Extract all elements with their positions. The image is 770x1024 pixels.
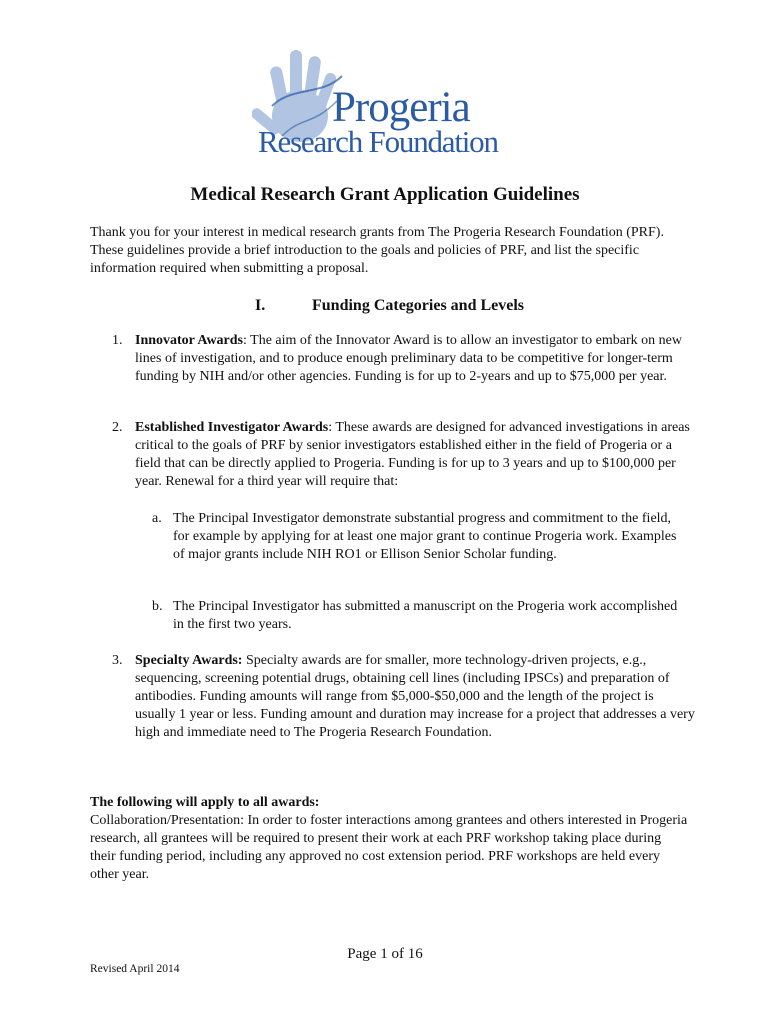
page-title: Medical Research Grant Application Guidelines	[190, 184, 580, 205]
intro-paragraph: Thank you for your interest in medical research grants from The Progeria Research Foundation (PRF). These guidelines provide a brief introduction to the goals and policies of PRF, and list the specific information required when submitting a proposal.	[90, 225, 664, 276]
sub-item-letter: b.	[152, 599, 163, 614]
revised-date: Revised April 2014	[90, 963, 180, 975]
sub-item-text: The Principal Investigator has submitted a manuscript on the Progeria work accomplished in the first two years.	[173, 599, 678, 632]
award-name: Specialty Awards:	[135, 653, 243, 668]
list-number: 3.	[112, 653, 123, 668]
award-description: These awards are designed for advanced investigations in areas critical to the goals of PRF by senior investigators established either in the field of Progeria or a field that can be directly applied to Progeria. Funding is for up to 3 years and up to $100,000 per year. Renewal for a third year will require that:	[135, 420, 690, 489]
separator: :	[328, 420, 333, 435]
section-title: Funding Categories and Levels	[312, 297, 525, 314]
list-number: 2.	[112, 420, 123, 435]
award-description: The aim of the Innovator Award is to allow an investigator to embark on new lines of investigation, and to produce enough preliminary data to be competitive for longer-term funding by NIH and/or other agencies. Funding is for up to 2-years and up to $75,000 per year.	[135, 333, 682, 384]
sub-item-letter: a.	[152, 511, 162, 526]
section-number: I.	[255, 297, 266, 314]
list-number: 1.	[112, 333, 123, 348]
logo-progeria-text: Progeria	[332, 84, 470, 131]
award-name: Established Investigator Awards	[135, 420, 329, 435]
prf-logo	[252, 46, 522, 164]
sub-item-text: The Principal Investigator demonstrate substantial progress and commitment to the field, for example by applying for at least one major grant to continue Progeria work. Examples of major grants include NIH RO1 or Ellison Senior Scholar funding.	[173, 511, 677, 562]
page-number: Page 1 of 16	[347, 946, 423, 962]
separator: :	[243, 333, 247, 348]
all-awards-text: Collaboration/Presentation: In order to foster interactions among grantees and others interested in Progeria research, all grantees will be required to present their work at each PRF workshop taking place during their funding period, including any approved no cost extension period. PRF workshops are held every other year.	[90, 813, 688, 882]
logo-research-foundation-text: Research Foundation	[258, 124, 498, 159]
award-name: Innovator Awards	[135, 333, 244, 348]
award-description: Specialty awards are for smaller, more technology-driven projects, e.g., sequencing, screening potential drugs, obtaining cell lines (including IPSCs) and preparation of antibodies. Funding amounts will range from $5,000-$50,000 and the length of the project is usually 1 year or less. Funding amount and duration may increase for a project that addresses a very high and immediate need to The Progeria Research Foundation.	[135, 653, 695, 740]
all-awards-heading: The following will apply to all awards:	[90, 795, 320, 810]
